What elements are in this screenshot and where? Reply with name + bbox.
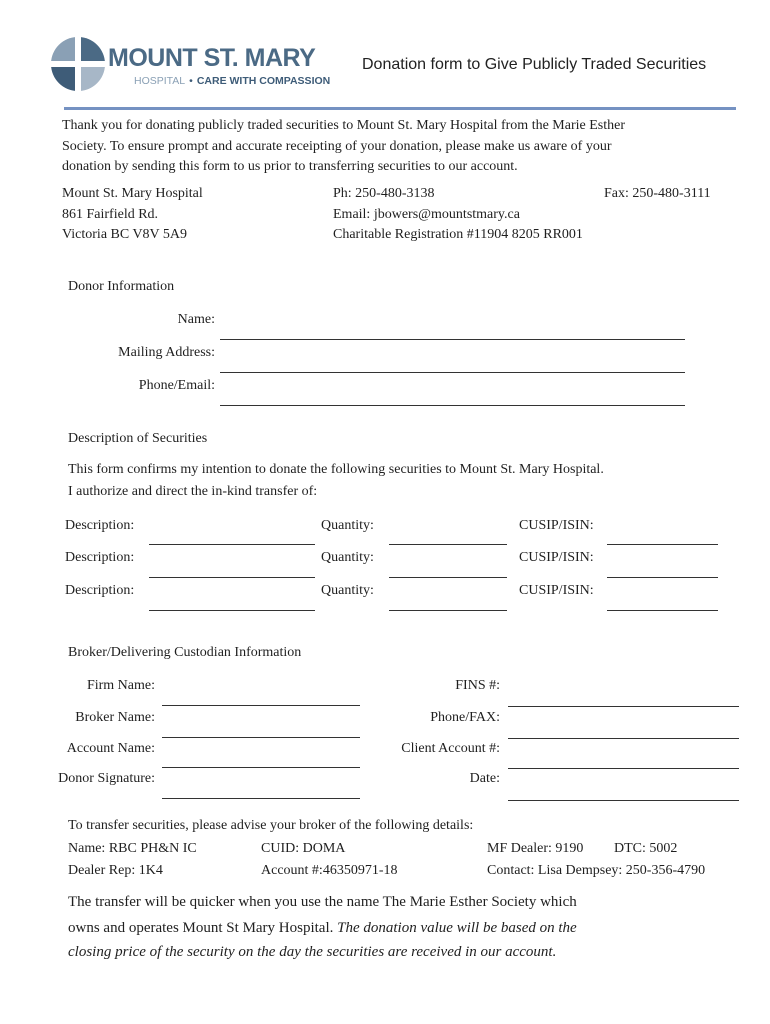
cusip-field[interactable] [607,610,718,611]
securities-confirm: This form confirms my intention to donate the following securities to Mount St. Mary Hospital. [68,462,604,477]
cusip-label: CUSIP/ISIN: [519,550,594,565]
transfer-cuid: CUID: DOMA [261,841,346,856]
closing-line-1: The transfer will be quicker when you use the name The Marie Esther Society which [68,894,577,910]
transfer-contact: Contact: Lisa Dempsey: 250-356-4790 [487,863,706,878]
closing-line-3 [68,944,556,961]
donor-signature-label: Donor Signature: [58,771,155,786]
quantity-field[interactable] [389,544,507,545]
contact-email: Email: jbowers@mountstmary.ca [333,207,520,222]
fins-field[interactable] [508,706,739,707]
description-field[interactable] [149,577,315,578]
broker-name-field[interactable] [162,737,360,738]
tagline-right: CARE WITH COMPASSION [196,75,331,87]
quantity-field[interactable] [389,577,507,578]
donor-signature-field[interactable] [162,798,360,799]
contact-street: 861 Fairfield Rd. [62,207,159,222]
securities-authorize: I authorize and direct the in-kind transfer of: [68,484,318,499]
transfer-account: Account #:46350971-18 [261,863,398,878]
cusip-label: CUSIP/ISIN: [519,518,594,533]
closing-line-2-italic: The donation value will be based on the [337,920,577,936]
contact-city: Victoria BC V8V 5A9 [62,227,188,242]
donor-heading: Donor Information [68,279,175,294]
donor-address-label: Mailing Address: [118,345,215,360]
hospital-logo [50,36,106,92]
closing-line-2-plain: owns and operates Mount St Mary Hospital. [68,920,338,936]
intro-line-2: Society. To ensure prompt and accurate receipting of your donation, please make us aware of your [62,139,612,154]
firm-name-label: Firm Name: [86,678,155,693]
phone-fax-label: Phone/FAX: [430,710,500,725]
contact-charity: Charitable Registration #11904 8205 RR001 [333,227,583,242]
description-field[interactable] [149,544,315,545]
donor-name-label: Name: [177,312,215,327]
header-rule [64,107,736,110]
client-account-field[interactable] [508,768,739,769]
cusip-field[interactable] [607,577,718,578]
description-label: Description: [65,550,135,565]
firm-name-field[interactable] [162,705,360,706]
donor-phone-label: Phone/Email: [138,378,215,393]
description-label: Description: [65,583,135,598]
broker-heading: Broker/Delivering Custodian Information [68,645,302,660]
transfer-name: Name: RBC PH&N IC [68,841,197,856]
donor-name-field[interactable] [220,339,685,340]
contact-phone: Ph: 250-480-3138 [333,186,435,201]
date-field[interactable] [508,800,739,801]
cusip-field[interactable] [607,544,718,545]
description-label: Description: [65,518,135,533]
contact-org: Mount St. Mary Hospital [62,186,203,201]
tagline-dot: • [189,75,193,87]
transfer-mf-dealer: MF Dealer: 9190 [487,841,584,856]
description-field[interactable] [149,610,315,611]
closing-line-2 [68,920,577,937]
client-account-label: Client Account #: [401,741,500,756]
broker-name-label: Broker Name: [75,710,155,725]
tagline-left: HOSPITAL [134,75,186,87]
account-name-label: Account Name: [66,741,155,756]
transfer-intro: To transfer securities, please advise your broker of the following details: [68,818,474,833]
quantity-field[interactable] [389,610,507,611]
quantity-label: Quantity: [321,550,374,565]
phone-fax-field[interactable] [508,738,739,739]
donor-address-field[interactable] [220,372,685,373]
date-label: Date: [469,771,500,786]
cusip-label: CUSIP/ISIN: [519,583,594,598]
quantity-label: Quantity: [321,518,374,533]
donor-phone-field[interactable] [220,405,685,406]
transfer-dtc: DTC: 5002 [614,841,678,856]
brand-tagline [134,71,330,89]
fins-label: FINS #: [455,678,500,693]
quantity-label: Quantity: [321,583,374,598]
brand-name: MOUNT ST. MARY [108,44,316,72]
page-title: Donation form to Give Publicly Traded Securities [362,56,707,73]
closing-line-3-italic: closing price of the security on the day the securities are received in our account. [68,944,557,960]
intro-line-3: donation by sending this form to us prior to transferring securities to our account. [62,159,518,174]
account-name-field[interactable] [162,767,360,768]
contact-fax: Fax: 250-480-3111 [604,186,711,201]
transfer-dealer-rep: Dealer Rep: 1K4 [68,863,163,878]
intro-line-1: Thank you for donating publicly traded securities to Mount St. Mary Hospital from the Marie Esther [62,118,625,133]
securities-heading: Description of Securities [68,431,208,446]
